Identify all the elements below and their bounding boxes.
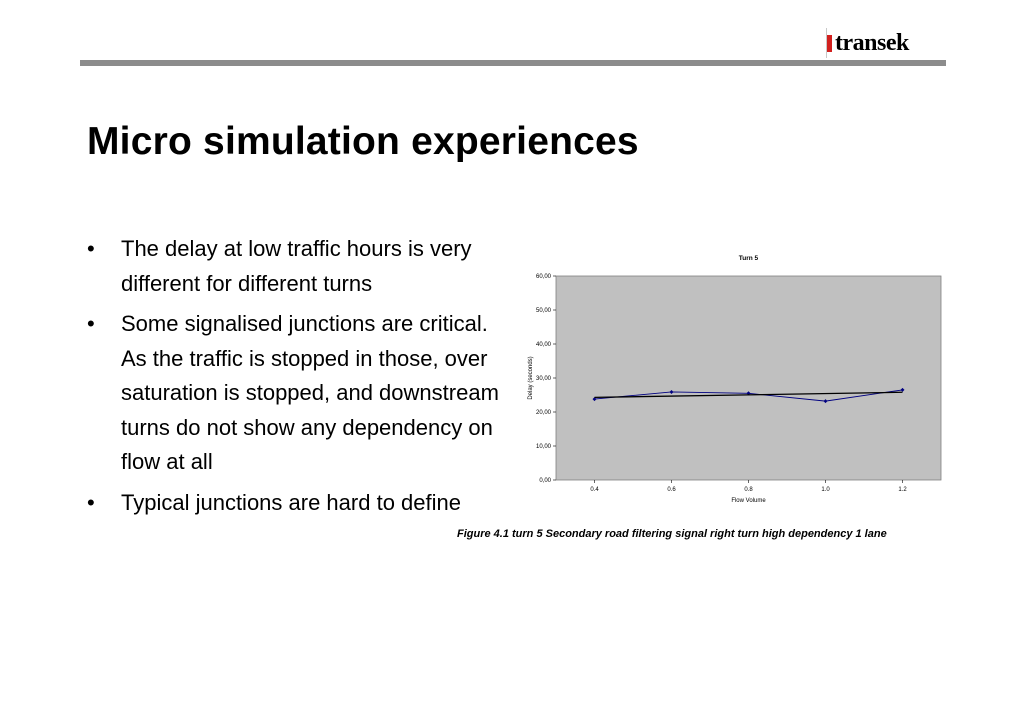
logo-text: transek [835,30,909,56]
line-chart [508,248,958,508]
bullet-item [87,232,507,301]
y-tick-label: 50,00 [535,308,551,314]
x-tick-label: 1.0 [821,487,830,493]
bullet-item [87,307,507,480]
x-tick-label: 0.4 [590,487,599,493]
chart-title: Turn 5 [738,255,759,262]
y-tick-label: 60,00 [535,274,551,280]
slide-title: Micro simulation experiences [87,120,639,163]
y-axis-label: Delay (seconds) [528,356,534,400]
bullet-text: Typical junctions are hard to define [121,489,461,515]
x-tick-label: 0.8 [744,487,753,493]
header-rule [80,60,946,66]
bullet-symbol: • [87,236,95,261]
y-tick-label: 0,00 [539,478,551,484]
bullet-symbol: • [87,489,95,515]
bullet-list [87,232,507,526]
y-tick-label: 30,00 [535,376,551,382]
logo-divider [826,28,827,58]
plot-area [556,276,941,480]
bullet-text: Some signalised junctions are critical. As the traffic is stopped in those, over saturation is stopped, and downstream turns do not show any dependency on flow at all [121,311,499,474]
y-tick-label: 10,00 [535,444,551,450]
y-tick-label: 20,00 [535,410,551,416]
chart-container [508,248,958,508]
transek-logo [826,30,909,57]
x-axis-label: Flow Volume [731,498,766,504]
bullet-symbol: • [87,311,95,336]
x-tick-label: 1.2 [898,487,907,493]
bullet-text: The delay at low traffic hours is very different for different turns [121,236,472,296]
bullet-item [87,486,507,521]
y-tick-label: 40,00 [535,342,551,348]
x-tick-label: 0.6 [667,487,676,493]
figure-caption: Figure 4.1 turn 5 Secondary road filtering signal right turn high dependency 1 lane [457,528,887,540]
